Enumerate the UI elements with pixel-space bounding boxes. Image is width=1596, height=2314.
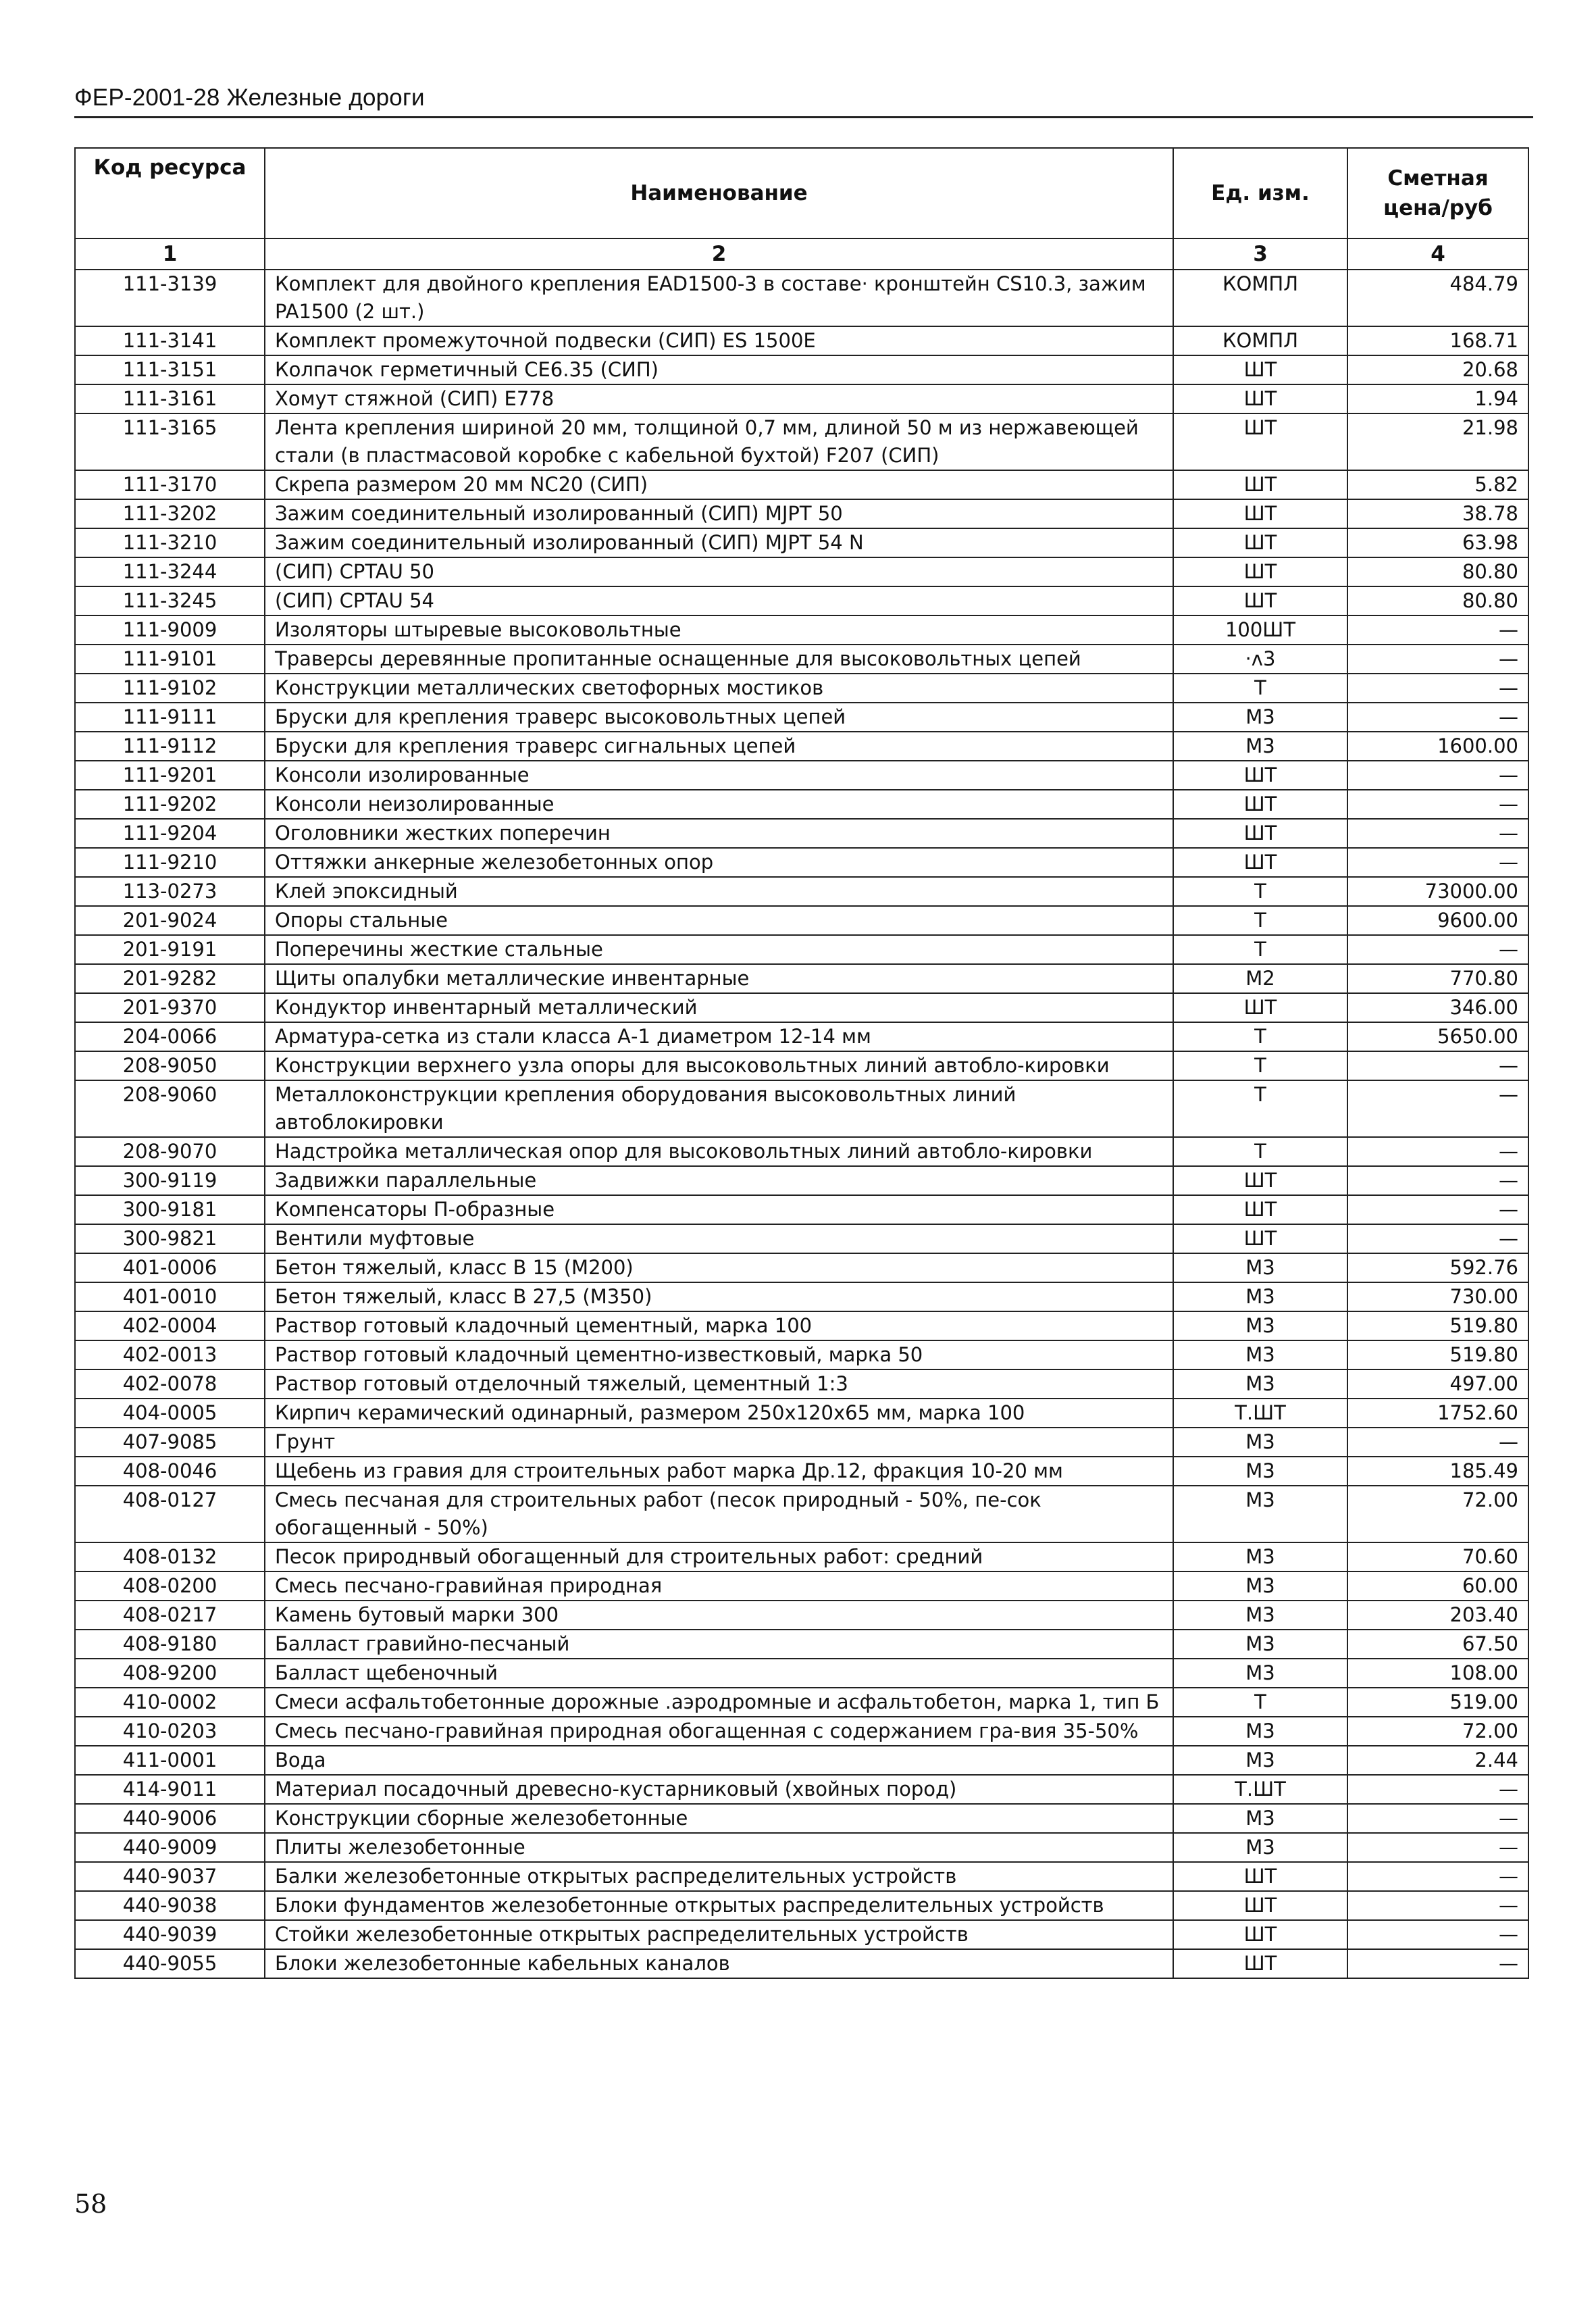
cell-name: Консоли неизолированные [265,790,1173,819]
table-body [75,270,1528,1978]
cell-price: — [1347,1804,1528,1833]
cell-code: 111-9111 [75,703,265,732]
table-row [75,1051,1528,1080]
cell-unit: ШТ [1173,384,1347,413]
table-row [75,528,1528,557]
cell-code: 408-0217 [75,1601,265,1630]
cell-code: 402-0004 [75,1311,265,1340]
cell-name: Щебень из гравия для строительных работ марка Др.12, фракция 10-20 мм [265,1457,1173,1486]
table-row [75,586,1528,615]
cell-code: 111-9112 [75,732,265,761]
cell-price: 730.00 [1347,1282,1528,1311]
cell-name: Хомут стяжной (СИП) E778 [265,384,1173,413]
cell-unit: Т [1173,1137,1347,1166]
cell-name: Компенсаторы П-образные [265,1195,1173,1224]
cell-code: 408-9200 [75,1659,265,1688]
table-row [75,1457,1528,1486]
cell-unit: ШТ [1173,355,1347,384]
table-row [75,355,1528,384]
page-number: 58 [74,2189,107,2219]
table-row [75,1804,1528,1833]
cell-code: 111-3245 [75,586,265,615]
cell-name: Щиты опалубки металлические инвентарные [265,964,1173,993]
table-row [75,1282,1528,1311]
cell-name: Скрепа размером 20 мм NC20 (СИП) [265,470,1173,499]
cell-price: 519.00 [1347,1688,1528,1717]
cell-name: Смесь песчано-гравийная природная обогащенная с содержанием гра-вия 35-50% [265,1717,1173,1746]
cell-unit: М3 [1173,1804,1347,1833]
cell-unit: ШТ [1173,819,1347,848]
cell-price: 60.00 [1347,1571,1528,1601]
cell-code: 111-3210 [75,528,265,557]
cell-unit: М3 [1173,703,1347,732]
cell-code: 411-0001 [75,1746,265,1775]
cell-name: Конструкции металлических светофорных мостиков [265,674,1173,703]
table-row [75,1311,1528,1340]
cell-price: — [1347,1195,1528,1224]
cell-unit: М3 [1173,1571,1347,1601]
table-row [75,1601,1528,1630]
cell-price: 63.98 [1347,528,1528,557]
cell-name: Бруски для крепления траверс высоковольтных цепей [265,703,1173,732]
cell-unit: М3 [1173,1428,1347,1457]
cell-name: Раствор готовый кладочный цементно-известковый, марка 50 [265,1340,1173,1369]
cell-price: — [1347,1949,1528,1978]
column-number-4: 4 [1347,238,1528,270]
table-row [75,499,1528,528]
cell-code: 440-9006 [75,1804,265,1833]
cell-price: 519.80 [1347,1340,1528,1369]
cell-unit: КОМПЛ [1173,326,1347,355]
cell-price: — [1347,1137,1528,1166]
cell-price: 5650.00 [1347,1022,1528,1051]
table-row [75,1195,1528,1224]
cell-code: 404-0005 [75,1399,265,1428]
cell-unit: ШТ [1173,761,1347,790]
cell-price: — [1347,674,1528,703]
cell-price: — [1347,1428,1528,1457]
cell-name: Колпачок герметичный CE6.35 (СИП) [265,355,1173,384]
table-row [75,906,1528,935]
cell-name: Изоляторы штыревые высоковольтные [265,615,1173,645]
cell-unit: М3 [1173,1630,1347,1659]
cell-price: 203.40 [1347,1601,1528,1630]
table-row [75,1746,1528,1775]
cell-name: Бруски для крепления траверс сигнальных цепей [265,732,1173,761]
cell-unit: ШТ [1173,586,1347,615]
cell-price: — [1347,1166,1528,1195]
table-row [75,1659,1528,1688]
cell-name: Зажим соединительный изолированный (СИП) MJPT 50 [265,499,1173,528]
cell-code: 410-0203 [75,1717,265,1746]
cell-price: 484.79 [1347,270,1528,326]
table-row [75,1022,1528,1051]
table-row [75,413,1528,470]
cell-unit: ШТ [1173,1195,1347,1224]
cell-code: 111-9102 [75,674,265,703]
table-row [75,1224,1528,1253]
cell-name: Балласт щебеночный [265,1659,1173,1688]
cell-name: Траверсы деревянные пропитанные оснащенные для высоковольтных цепей [265,645,1173,674]
cell-unit: М2 [1173,964,1347,993]
cell-price: 20.68 [1347,355,1528,384]
document-header [74,82,1533,118]
cell-name: Балласт гравийно-песчаный [265,1630,1173,1659]
cell-code: 300-9119 [75,1166,265,1195]
cell-unit: Т [1173,935,1347,964]
cell-code: 407-9085 [75,1428,265,1457]
cell-code: 408-0132 [75,1542,265,1571]
table-row [75,1080,1528,1137]
resource-price-table [74,147,1529,1979]
cell-code: 201-9370 [75,993,265,1022]
table-row [75,790,1528,819]
column-number-1: 1 [75,238,265,270]
cell-unit: М3 [1173,1457,1347,1486]
cell-unit: ШТ [1173,499,1347,528]
cell-code: 201-9024 [75,906,265,935]
cell-price: — [1347,1224,1528,1253]
cell-price: — [1347,703,1528,732]
cell-code: 408-0046 [75,1457,265,1486]
cell-code: 111-9204 [75,819,265,848]
cell-unit: Т [1173,674,1347,703]
cell-code: 410-0002 [75,1688,265,1717]
cell-unit: Т [1173,906,1347,935]
cell-price: 346.00 [1347,993,1528,1022]
table-row [75,1775,1528,1804]
table-row [75,270,1528,326]
cell-name: Оттяжки анкерные железобетонных опор [265,848,1173,877]
table-row [75,1891,1528,1920]
table-row [75,1688,1528,1717]
cell-unit: ШТ [1173,557,1347,586]
cell-price: 1.94 [1347,384,1528,413]
column-header-unit: Ед. изм. [1173,148,1347,238]
column-number-3: 3 [1173,238,1347,270]
table-row [75,1486,1528,1542]
table-row [75,1920,1528,1949]
cell-code: 408-9180 [75,1630,265,1659]
cell-unit: М3 [1173,1717,1347,1746]
document-title: ФЕР-2001-28 Железные дороги [74,84,425,111]
cell-unit: ·ʌ3 [1173,645,1347,674]
cell-unit: 100ШТ [1173,615,1347,645]
cell-unit: М3 [1173,1311,1347,1340]
cell-name: Надстройка металлическая опор для высоковольтных линий автобло-кировки [265,1137,1173,1166]
cell-unit: М3 [1173,1369,1347,1399]
cell-name: Конструкции верхнего узла опоры для высоковольтных линий автобло-кировки [265,1051,1173,1080]
cell-code: 201-9191 [75,935,265,964]
cell-code: 402-0013 [75,1340,265,1369]
cell-price: 21.98 [1347,413,1528,470]
cell-code: 440-9038 [75,1891,265,1920]
cell-price: 9600.00 [1347,906,1528,935]
cell-unit: ШТ [1173,1920,1347,1949]
cell-name: Материал посадочный древесно-кустарниковый (хвойных пород) [265,1775,1173,1804]
table-row [75,1949,1528,1978]
cell-name: Вентили муфтовые [265,1224,1173,1253]
cell-code: 208-9060 [75,1080,265,1137]
table-row [75,326,1528,355]
cell-code: 440-9055 [75,1949,265,1978]
cell-name: Стойки железобетонные открытых распределительных устройств [265,1920,1173,1949]
cell-name: Зажим соединительный изолированный (СИП) MJPT 54 N [265,528,1173,557]
cell-name: Оголовники жестких поперечин [265,819,1173,848]
cell-price: 497.00 [1347,1369,1528,1399]
cell-unit: М3 [1173,732,1347,761]
cell-code: 111-3139 [75,270,265,326]
cell-name: Задвижки параллельные [265,1166,1173,1195]
table-row [75,1399,1528,1428]
cell-name: Грунт [265,1428,1173,1457]
cell-name: Комплект для двойного крепления EAD1500-3 в составе· кронштейн CS10.3, зажим PA1500 (2 шт.) [265,270,1173,326]
cell-price: 770.80 [1347,964,1528,993]
cell-code: 408-0127 [75,1486,265,1542]
column-header-price: Сметная цена/руб [1347,148,1528,238]
cell-code: 402-0078 [75,1369,265,1399]
cell-name: Лента крепления шириной 20 мм, толщиной 0,7 мм, длиной 50 м из нержавеющей стали (в пластмасовой коробке с кабельной бухтой) F207 (СИП) [265,413,1173,470]
cell-unit: ШТ [1173,790,1347,819]
table-row [75,1833,1528,1862]
cell-price: 80.80 [1347,557,1528,586]
cell-code: 111-9210 [75,848,265,877]
cell-unit: ШТ [1173,848,1347,877]
cell-name: Смесь песчано-гравийная природная [265,1571,1173,1601]
cell-unit: Т [1173,1051,1347,1080]
cell-price: 1752.60 [1347,1399,1528,1428]
table-row [75,819,1528,848]
cell-unit: Т [1173,877,1347,906]
cell-code: 111-9009 [75,615,265,645]
cell-name: Кондуктор инвентарный металлический [265,993,1173,1022]
cell-price: — [1347,1891,1528,1920]
cell-name: Раствор готовый кладочный цементный, марка 100 [265,1311,1173,1340]
cell-unit: М3 [1173,1659,1347,1688]
cell-code: 111-3165 [75,413,265,470]
table-row [75,877,1528,906]
table-row [75,848,1528,877]
cell-name: (СИП) CPTAU 54 [265,586,1173,615]
cell-name: (СИП) CPTAU 50 [265,557,1173,586]
cell-price: — [1347,819,1528,848]
cell-name: Смесь песчаная для строительных работ (песок природный - 50%, пе-сок обогащенный - 50%) [265,1486,1173,1542]
cell-name: Балки железобетонные открытых распределительных устройств [265,1862,1173,1891]
cell-name: Камень бутовый марки 300 [265,1601,1173,1630]
table-row [75,993,1528,1022]
cell-name: Песок природнвый обогащенный для строительных работ: средний [265,1542,1173,1571]
table-row [75,761,1528,790]
column-header-code: Код ресурса [75,148,265,238]
cell-unit: ШТ [1173,1862,1347,1891]
table-row [75,1717,1528,1746]
cell-code: 401-0010 [75,1282,265,1311]
table-row [75,1428,1528,1457]
cell-unit: ШТ [1173,470,1347,499]
cell-name: Раствор готовый отделочный тяжелый, цементный 1:3 [265,1369,1173,1399]
cell-unit: Т.ШТ [1173,1399,1347,1428]
header-row [75,148,1528,238]
cell-code: 300-9181 [75,1195,265,1224]
cell-code: 440-9009 [75,1833,265,1862]
cell-name: Металлоконструкции крепления оборудования высоковольтных линий автоблокировки [265,1080,1173,1137]
cell-name: Комплект промежуточной подвески (СИП) ES 1500E [265,326,1173,355]
cell-code: 111-3244 [75,557,265,586]
cell-code: 111-9202 [75,790,265,819]
cell-code: 208-9070 [75,1137,265,1166]
table-row [75,470,1528,499]
cell-code: 208-9050 [75,1051,265,1080]
cell-unit: ШТ [1173,1891,1347,1920]
cell-name: Плиты железобетонные [265,1833,1173,1862]
cell-price: 2.44 [1347,1746,1528,1775]
cell-unit: М3 [1173,1253,1347,1282]
cell-price: — [1347,761,1528,790]
table-header [75,148,1528,270]
cell-name: Клей эпоксидный [265,877,1173,906]
cell-unit: ШТ [1173,993,1347,1022]
cell-price: 70.60 [1347,1542,1528,1571]
cell-name: Поперечины жесткие стальные [265,935,1173,964]
cell-unit: КОМПЛ [1173,270,1347,326]
cell-price: 38.78 [1347,499,1528,528]
cell-name: Вода [265,1746,1173,1775]
table-row [75,703,1528,732]
cell-name: Кирпич керамический одинарный, размером 250х120х65 мм, марка 100 [265,1399,1173,1428]
cell-unit: ШТ [1173,413,1347,470]
cell-price: 519.80 [1347,1311,1528,1340]
table-row [75,1340,1528,1369]
resource-price-table-container [74,147,1528,1979]
cell-code: 440-9039 [75,1920,265,1949]
cell-price: 185.49 [1347,1457,1528,1486]
table-row [75,674,1528,703]
cell-price: — [1347,1080,1528,1137]
cell-name: Арматура-сетка из стали класса А-1 диаметром 12-14 мм [265,1022,1173,1051]
cell-price: 73000.00 [1347,877,1528,906]
cell-name: Смеси асфальтобетонные дорожные .аэродромные и асфальтобетон, марка 1, тип Б [265,1688,1173,1717]
column-header-name: Наименование [265,148,1173,238]
cell-name: Консоли изолированные [265,761,1173,790]
cell-price: — [1347,1862,1528,1891]
cell-unit: М3 [1173,1601,1347,1630]
cell-price: — [1347,790,1528,819]
table-row [75,615,1528,645]
cell-price: 67.50 [1347,1630,1528,1659]
table-row [75,1369,1528,1399]
table-row [75,1542,1528,1571]
cell-name: Опоры стальные [265,906,1173,935]
cell-price: — [1347,1833,1528,1862]
cell-unit: М3 [1173,1340,1347,1369]
table-row [75,384,1528,413]
cell-code: 111-3170 [75,470,265,499]
cell-price: 108.00 [1347,1659,1528,1688]
cell-price: — [1347,615,1528,645]
cell-unit: Т [1173,1022,1347,1051]
table-row [75,1166,1528,1195]
cell-price: 72.00 [1347,1486,1528,1542]
cell-unit: ШТ [1173,1224,1347,1253]
table-row [75,1630,1528,1659]
column-number-row [75,238,1528,270]
table-row [75,1571,1528,1601]
table-row [75,935,1528,964]
cell-code: 111-9101 [75,645,265,674]
cell-price: — [1347,1920,1528,1949]
cell-price: — [1347,848,1528,877]
table-row [75,964,1528,993]
cell-code: 300-9821 [75,1224,265,1253]
cell-unit: ШТ [1173,1166,1347,1195]
table-row [75,1862,1528,1891]
cell-price: 592.76 [1347,1253,1528,1282]
cell-price: 168.71 [1347,326,1528,355]
cell-unit: М3 [1173,1282,1347,1311]
cell-unit: М3 [1173,1833,1347,1862]
cell-unit: Т [1173,1080,1347,1137]
cell-price: 72.00 [1347,1717,1528,1746]
cell-code: 204-0066 [75,1022,265,1051]
cell-price: 1600.00 [1347,732,1528,761]
cell-code: 111-9201 [75,761,265,790]
cell-price: — [1347,1051,1528,1080]
cell-name: Блоки фундаментов железобетонные открытых распределительных устройств [265,1891,1173,1920]
cell-price: — [1347,645,1528,674]
cell-price: — [1347,935,1528,964]
cell-unit: Т.ШТ [1173,1775,1347,1804]
cell-code: 440-9037 [75,1862,265,1891]
cell-code: 111-3161 [75,384,265,413]
table-row [75,1137,1528,1166]
table-row [75,1253,1528,1282]
cell-code: 414-9011 [75,1775,265,1804]
cell-price: — [1347,1775,1528,1804]
cell-name: Конструкции сборные железобетонные [265,1804,1173,1833]
cell-code: 111-3151 [75,355,265,384]
cell-code: 111-3202 [75,499,265,528]
cell-code: 201-9282 [75,964,265,993]
cell-name: Бетон тяжелый, класс В 27,5 (М350) [265,1282,1173,1311]
cell-unit: М3 [1173,1542,1347,1571]
cell-unit: Т [1173,1688,1347,1717]
table-row [75,557,1528,586]
cell-name: Бетон тяжелый, класс В 15 (М200) [265,1253,1173,1282]
cell-price: 80.80 [1347,586,1528,615]
cell-unit: ШТ [1173,528,1347,557]
table-row [75,732,1528,761]
cell-code: 113-0273 [75,877,265,906]
cell-price: 5.82 [1347,470,1528,499]
cell-code: 111-3141 [75,326,265,355]
cell-code: 401-0006 [75,1253,265,1282]
cell-unit: ШТ [1173,1949,1347,1978]
cell-unit: М3 [1173,1486,1347,1542]
table-row [75,645,1528,674]
cell-code: 408-0200 [75,1571,265,1601]
cell-unit: М3 [1173,1746,1347,1775]
column-number-2: 2 [265,238,1173,270]
cell-name: Блоки железобетонные кабельных каналов [265,1949,1173,1978]
